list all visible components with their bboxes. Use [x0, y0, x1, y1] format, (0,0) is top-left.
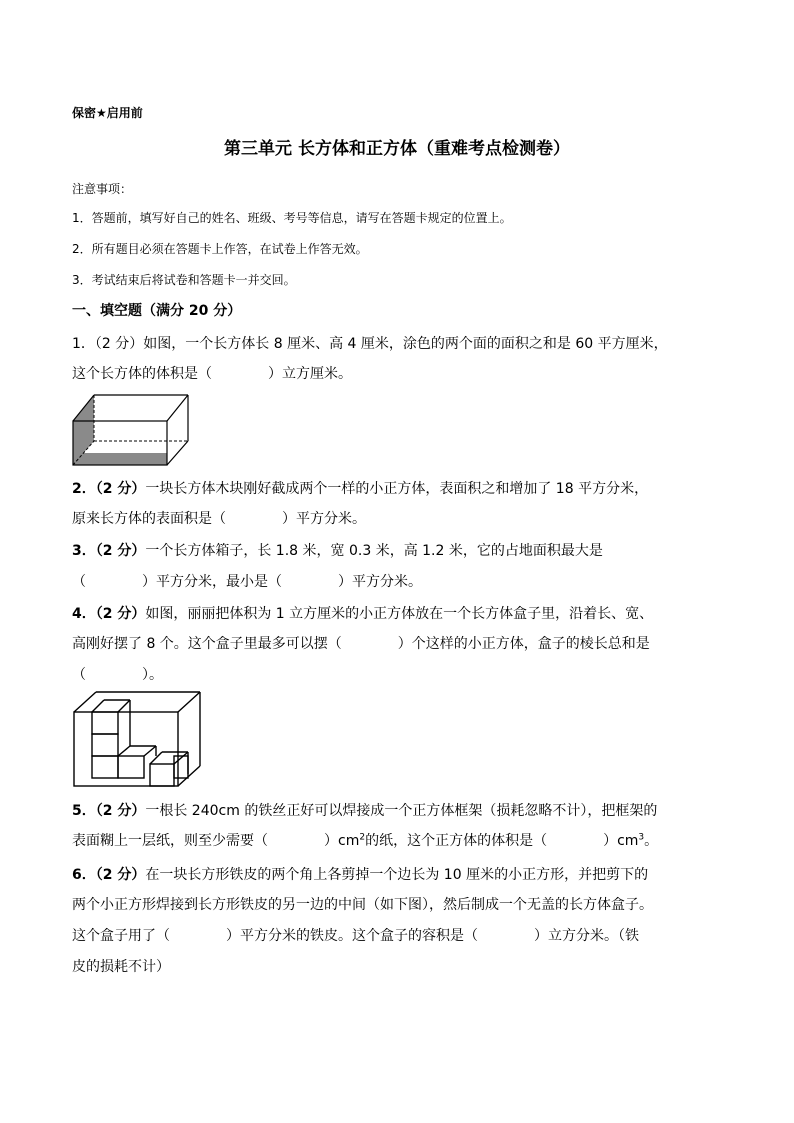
confidential-label: 保密★启用前	[72, 106, 143, 120]
question-text: 在一块长方形铁皮的两个角上各剪掉一个边长为 10 厘米的小正方形，并把剪下的	[145, 867, 649, 883]
question-3-line2: （ ）平方分米，最小是（ ）平方分米。	[72, 574, 422, 590]
question-text: 的纸，这个正方体的体积是（ ）cm	[365, 833, 639, 849]
question-number: 5．（2 分）	[72, 803, 146, 819]
question-5-line1	[72, 800, 657, 820]
question-1-line2: 这个长方体的体积是（ ）立方厘米。	[72, 366, 352, 382]
question-2-line1	[72, 478, 648, 498]
note-item: 3．考试结束后将试卷和答题卡一并交回。	[72, 273, 296, 287]
question-text: 一根长 240cm 的铁丝正好可以焊接成一个正方体框架（损耗忽略不计），把框架的	[145, 803, 658, 819]
section-heading: 一、填空题（满分 20 分）	[72, 303, 242, 319]
question-text: 一个长方体箱子，长 1.8 米，宽 0.3 米，高 1.2 米，它的占地面积最大是	[145, 543, 603, 559]
question-1-line1: 1．（2 分）如图，一个长方体长 8 厘米、高 4 厘米，涂色的两个面的面积之和是 60 平方厘米，	[72, 336, 668, 352]
question-4-line2: 高刚好摆了 8 个。这个盒子里最多可以摆（ ）个这样的小正方体，盒子的棱长总和是	[72, 636, 650, 652]
question-5-line2	[72, 830, 658, 850]
question-number: 3．（2 分）	[72, 543, 146, 559]
question-2-line2: 原来长方体的表面积是（ ）平方分米。	[72, 511, 366, 527]
volume-unit-superscript: 3	[638, 832, 645, 843]
cube-box-figure	[72, 690, 204, 790]
question-6-line2: 两个小正方形焊接到长方形铁皮的另一边的中间（如下图），然后制成一个无盖的长方体盒子。	[72, 897, 653, 913]
question-text: 如图，丽丽把体积为 1 立方厘米的小正方体放在一个长方体盒子里，沿着长、宽、	[145, 606, 654, 622]
note-item: 2．所有题目必须在答题卡上作答，在试卷上作答无效。	[72, 242, 368, 256]
question-6-line3: 这个盒子用了（ ）平方分米的铁皮。这个盒子的容积是（ ）立方分米。（铁	[72, 928, 639, 944]
page-title: 第三单元 长方体和正方体（重难考点检测卷）	[224, 139, 570, 159]
question-4-line3: （ ）。	[72, 667, 163, 683]
question-6-line4: 皮的损耗不计）	[72, 959, 170, 975]
question-3-line1	[72, 540, 603, 560]
question-number: 2．（2 分）	[72, 481, 146, 497]
question-6-line1	[72, 864, 648, 884]
question-number: 4．（2 分）	[72, 606, 146, 622]
question-4-line1	[72, 603, 653, 623]
cuboid-figure	[72, 393, 192, 467]
area-unit-superscript: 2	[359, 832, 366, 843]
shaded-bottom-face	[73, 453, 167, 465]
notes-heading: 注意事项：	[72, 182, 133, 196]
question-text: 一块长方体木块刚好截成两个一样的小正方体，表面积之和增加了 18 平方分米，	[145, 481, 649, 497]
note-item: 1．答题前，填写好自己的姓名、班级、考号等信息，请写在答题卡规定的位置上。	[72, 211, 512, 225]
question-text: 。	[644, 833, 659, 849]
question-number: 6．（2 分）	[72, 867, 146, 883]
question-text: 表面糊上一层纸，则至少需要（ ）cm	[72, 833, 360, 849]
